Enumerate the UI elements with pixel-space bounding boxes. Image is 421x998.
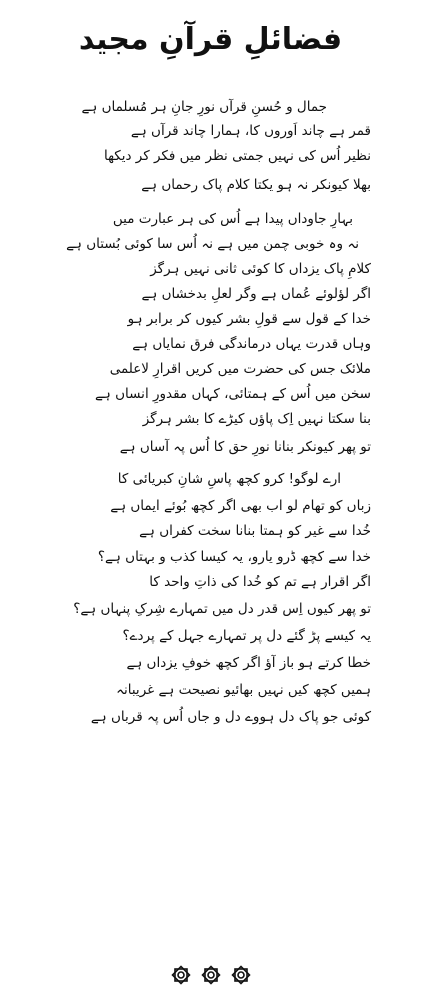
verse-line: وہاں قدرت یہاں درماندگی فرق نمایاں ہے <box>132 336 371 352</box>
verse-line: بھلا کیونکر نہ ہو یکتا کلام پاک رحماں ہے <box>141 177 371 193</box>
verse-line: ہمیں کچھ کیں نہیں بھائیو نصیحت ہے غریبانہ <box>116 682 371 698</box>
verse-line: ملائک جس کی حضرت میں کریں اقرارِ لاعلمی <box>109 361 371 377</box>
verse-line: سخن میں اُس کے ہمتائی، کہاں مقدورِ انساں ہے <box>95 386 371 402</box>
verse-line: خطا کرتے ہو باز آؤ اگر کچھ خوفِ یزداں ہے <box>126 655 371 671</box>
verse-line: اگر لؤلوئے عُماں ہے وگر لعلِ بدخشاں ہے <box>141 286 371 302</box>
verse-line: ارے لوگو! کرو کچھ پاسِ شانِ کبریائی کا <box>117 471 341 487</box>
verse-line: خدا کے قول سے قولِ بشر کیوں کر برابر ہو <box>127 311 371 327</box>
verse-line: اگر اقرار ہے تم کو خُدا کی ذاتِ واحد کا <box>149 574 371 590</box>
verse-line: کلامِ پاک یزداں کا کوئی ثانی نہیں ہرگز <box>150 261 371 277</box>
poem-title: فضائلِ قرآنِ مجید <box>78 22 343 57</box>
eight-point-star-flower-icon <box>230 964 252 986</box>
eight-point-star-flower-icon <box>200 964 222 986</box>
verse-line: جمال و حُسنِ قرآں نورِ جانِ ہر مُسلماں ہے <box>81 99 327 115</box>
verse-line: بنا سکتا نہیں اِک پاؤں کیڑے کا بشر ہرگز <box>142 411 371 427</box>
verse-line: تو پھر کیونکر بنانا نورِ حق کا اُس پہ آساں ہے <box>119 439 371 455</box>
verse-line: نہ وہ خوبی چمن میں ہے نہ اُس سا کوئی بُستاں ہے <box>66 236 359 252</box>
verse-line: کوئی جو پاک دل ہووے دل و جاں اُس پہ قرباں ہے <box>90 709 371 725</box>
verse-line: نظیر اُس کی نہیں جمتی نظر میں فکر کر دیکھا <box>103 148 371 164</box>
verse-line: قمر ہے چاند اَوروں کا، ہمارا چاند قرآں ہے <box>130 123 371 139</box>
verse-line: یہ کیسے پڑ گئے دل پر تمہارے جہل کے پردے؟ <box>122 628 371 644</box>
verse-line: خُدا سے غیر کو ہمتا بنانا سخت کفراں ہے <box>139 523 371 539</box>
verse-line: خدا سے کچھ ڈرو یارو، یہ کیسا کذب و بہتاں ہے؟ <box>97 549 371 565</box>
verse-line: زباں کو تھام لو اب بھی اگر کچھ بُوئے ایماں ہے <box>110 498 371 514</box>
verse-line: تو پھر کیوں اِس قدر دل میں تمہارے شِرکِ پنہاں ہے؟ <box>73 601 371 617</box>
eight-point-star-flower-icon <box>170 964 192 986</box>
verse-line: بہارِ جاوداں پیدا ہے اُس کی ہر عبارت میں <box>112 211 353 227</box>
ornament-row <box>0 964 421 992</box>
